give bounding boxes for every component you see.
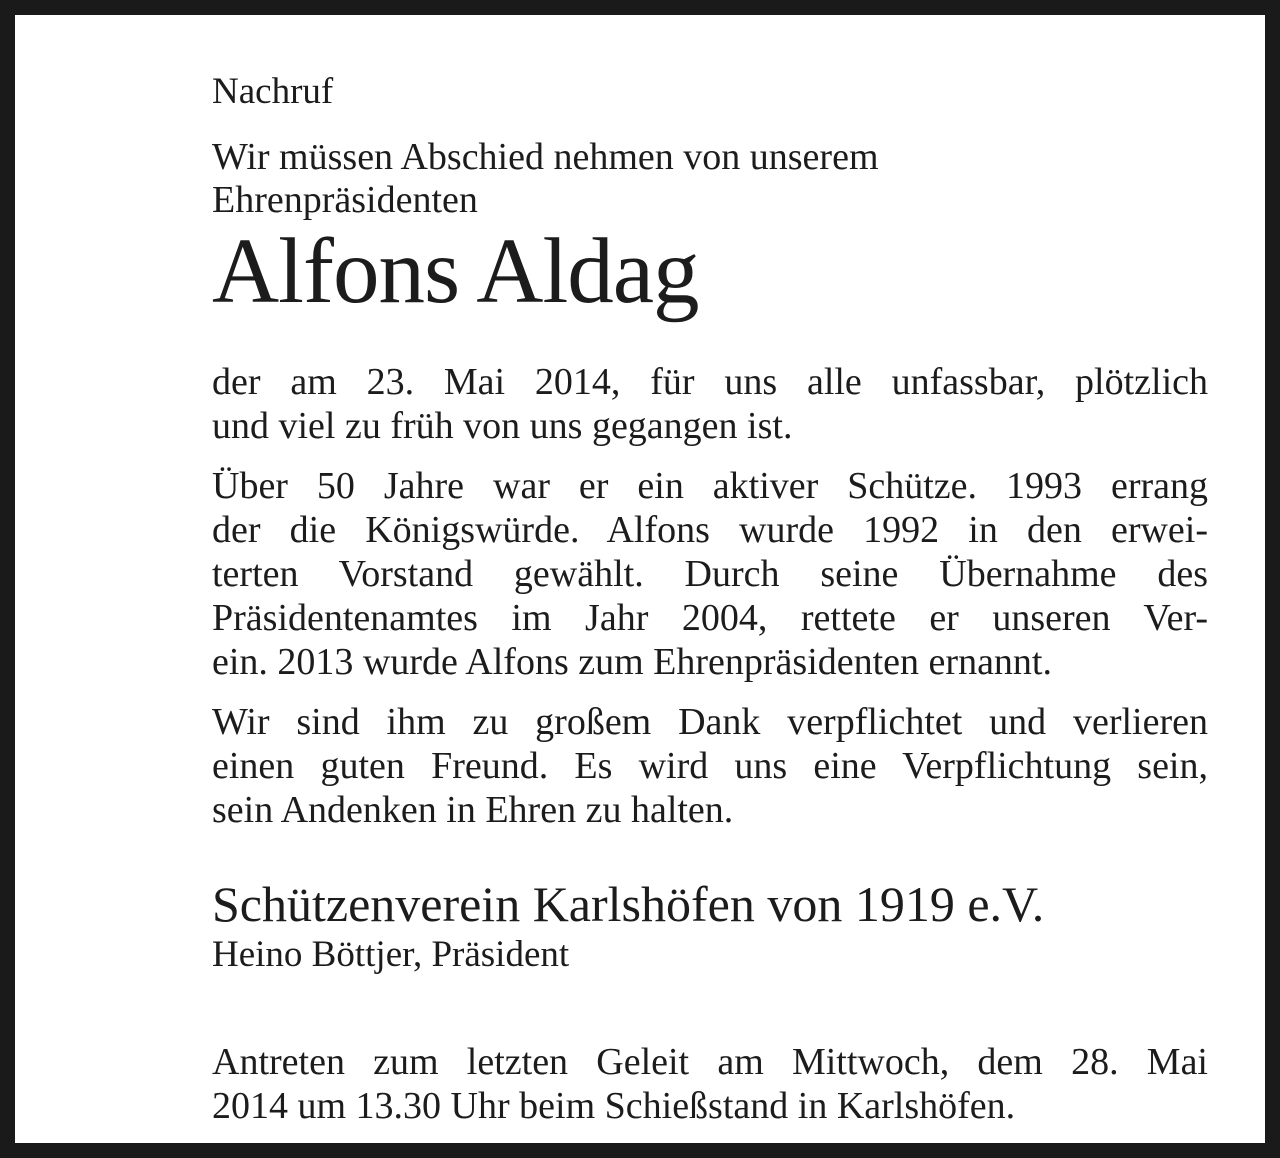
paragraph-line: Präsidentenamtes im Jahr 2004, rettete er unseren Ver- [212,597,1208,639]
paragraph-line: der am 23. Mai 2014, für uns alle unfassbar, plötzlich [212,361,1208,403]
paragraph-line: sein Andenken in Ehren zu halten. [212,789,734,831]
paragraph-death [212,360,1208,448]
intro-line: Ehrenpräsidenten [212,179,478,221]
paragraph-line: 2014 um 13.30 Uhr beim Schießstand in Karlshöfen. [212,1085,1016,1127]
paragraph-line: und viel zu früh von uns gegangen ist. [212,405,793,447]
paragraph-line: Wir sind ihm zu großem Dank verpflichtet und verlieren [212,701,1208,743]
paragraph-line: Antreten zum letzten Geleit am Mittwoch, dem 28. Mai [212,1041,1208,1083]
paragraph-line: Über 50 Jahre war er ein aktiver Schütze. 1993 errang [212,465,1208,507]
deceased-name: Alfons Aldag [212,220,699,323]
paragraph-funeral [212,1040,1208,1128]
obituary-content [212,71,1208,1128]
signatory: Heino Böttjer, Präsident [212,934,570,975]
paragraph-biography [212,464,1208,684]
intro-line: Wir müssen Abschied nehmen von unserem [212,136,879,178]
paragraph-line: der die Königswürde. Alfons wurde 1992 in den erwei- [212,509,1208,551]
notice-label: Nachruf [212,71,334,112]
paragraph-line: einen guten Freund. Es wird uns eine Verpflichtung sein, [212,745,1208,787]
intro-text [212,136,1208,222]
paragraph-line: terten Vorstand gewählt. Durch seine Übernahme des [212,553,1208,595]
paragraph-line: ein. 2013 wurde Alfons zum Ehrenpräsidenten ernannt. [212,641,1052,683]
organization-name: Schützenverein Karlshöfen von 1919 e.V. [212,876,1045,932]
paragraph-gratitude [212,700,1208,832]
